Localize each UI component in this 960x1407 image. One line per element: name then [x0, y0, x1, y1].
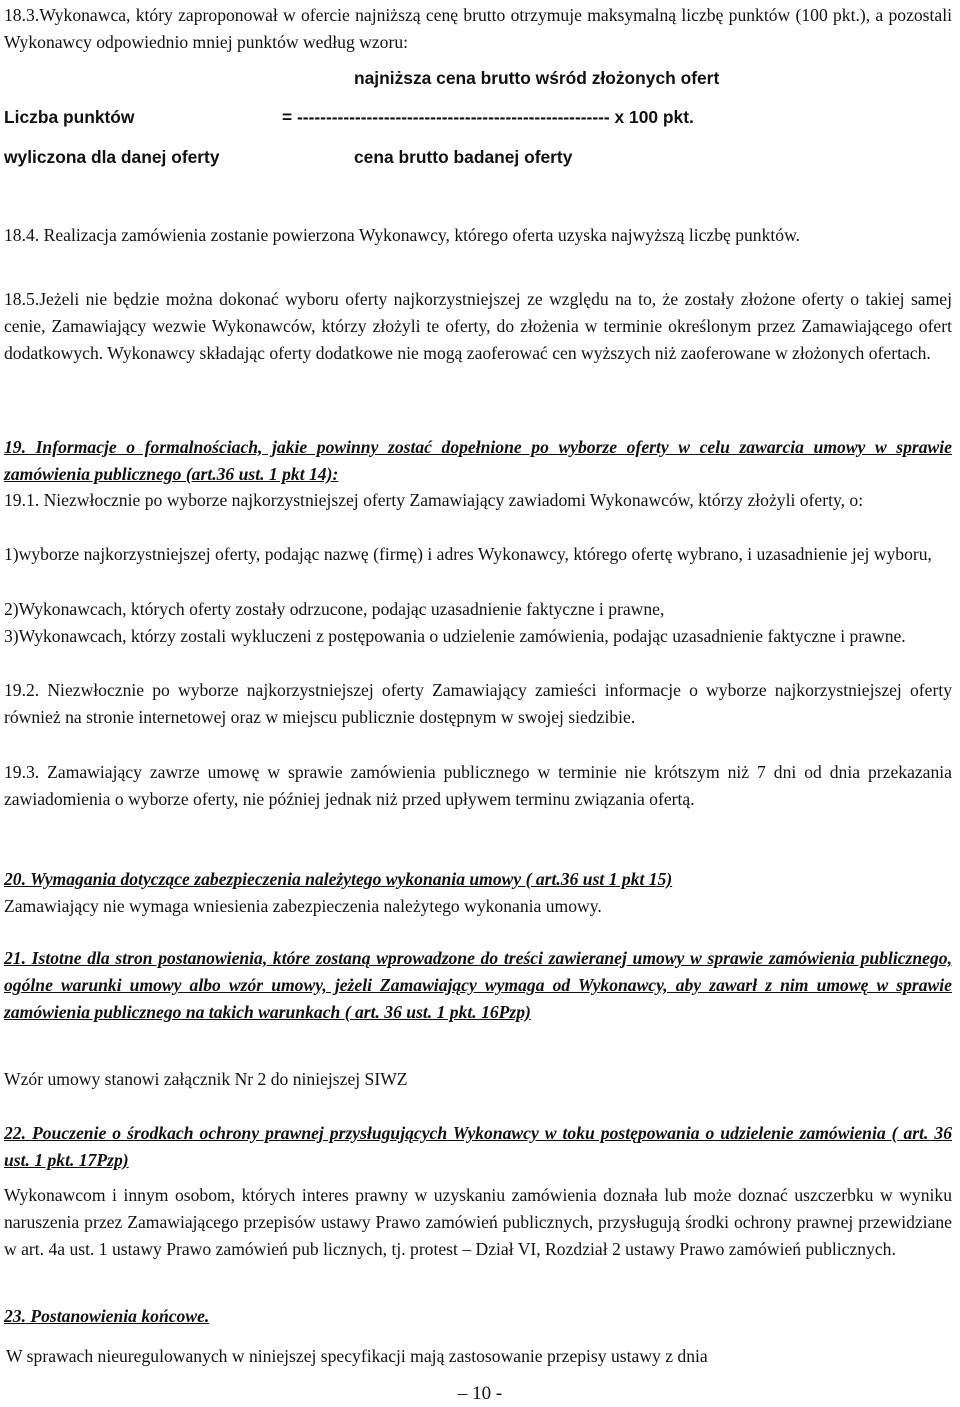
- formula-label-calculated: wyliczona dla danej oferty: [4, 147, 220, 167]
- paragraph-21: Wzór umowy stanowi załącznik Nr 2 do niniejszej SIWZ: [4, 1069, 408, 1089]
- page-number: – 10 -: [457, 1383, 503, 1404]
- paragraph-22: Wykonawcom i innym osobom, których interes prawny w uzyskaniu zamówienia doznała lub może doznać uszczerbku w wyniku naruszenia przez Zamawiającego przepisów ustawy Prawo zamówień publicznych, przysługują środki ochrony prawnej przewidziane w art. 4a ust. 1 ustawy Prawo zamówień pub licznych, tj. protest – Dział VI, Rozdział 2 ustawy Prawo zamówień publicznych.: [4, 1185, 952, 1259]
- heading-section-22: 22. Pouczenie o środkach ochrony prawnej przysługujących Wykonawcy w toku postępowania o udzielenie zamówienia ( art. 36 ust. 1 pkt. 17Pzp): [4, 1123, 952, 1170]
- heading-section-23: 23. Postanowienia końcowe.: [4, 1306, 210, 1326]
- list-item-19-1-1: 1)wyborze najkorzystniejszej oferty, podając nazwę (firmę) i adres Wykonawcy, którego ofertę wybrano, i uzasadnienie jej wyboru,: [4, 544, 932, 564]
- formula-denominator: cena brutto badanej oferty: [354, 147, 573, 167]
- paragraph-18-3: 18.3.Wykonawca, który zaproponował w ofercie najniższą cenę brutto otrzymuje maksymalną liczbę punktów (100 pkt.), a pozostali Wykonawcy odpowiednio mniej punktów według wzoru:: [4, 5, 952, 52]
- paragraph-19-1: 19.1. Niezwłocznie po wyborze najkorzystniejszej oferty Zamawiający zawiadomi Wykonawców, którzy złożyli oferty, o:: [4, 490, 864, 510]
- formula-numerator: najniższa cena brutto wśród złożonych ofert: [354, 68, 720, 88]
- heading-section-21: 21. Istotne dla stron postanowienia, które zostaną wprowadzone do treści zawieranej umowy w sprawie zamówienia publicznego, ogólne warunki umowy albo wzór umowy, jeżeli Zamawiający wymaga od Wykonawcy, aby zawarł z nim umowę w sprawie zamówienia publicznego na takich warunkach ( art. 36 ust. 1 pkt. 16Pzp): [4, 948, 952, 1022]
- paragraph-19-2: 19.2. Niezwłocznie po wyborze najkorzystniejszej oferty Zamawiający zamieści informacje o wyborze najkorzystniejszej oferty również na stronie internetowej oraz w miejscu publicznie dostępnym w swojej siedzibie.: [4, 680, 952, 727]
- list-item-19-1-3: 3)Wykonawcach, którzy zostali wykluczeni z postępowania o udzielenie zamówienia, podając uzasadnienie faktyczne i prawne.: [4, 626, 906, 646]
- paragraph-18-4: 18.4. Realizacja zamówienia zostanie powierzona Wykonawcy, którego oferta uzyska najwyższą liczbę punktów.: [4, 225, 801, 245]
- formula-fraction-line: = ------------------------------------------------------ x 100 pkt.: [282, 107, 694, 127]
- paragraph-18-5: 18.5.Jeżeli nie będzie można dokonać wyboru oferty najkorzystniejszej ze względu na to, że zostały złożone oferty o takiej samej cenie, Zamawiający wezwie Wykonawców, którzy złożyli te oferty, do złożenia w terminie określonym przez Zamawiającego ofert dodatkowych. Wykonawcy składając oferty dodatkowe nie mogą zaoferować cen wyższych niż zaoferowane w złożonych ofertach.: [4, 289, 952, 363]
- paragraph-23: W sprawach nieuregulowanych w niniejszej specyfikacji mają zastosowanie przepisy ustawy z dnia: [6, 1346, 708, 1366]
- formula-label-points: Liczba punktów: [4, 107, 135, 127]
- paragraph-19-3: 19.3. Zamawiający zawrze umowę w sprawie zamówienia publicznego w terminie nie krótszym niż 7 dni od dnia przekazania zawiadomienia o wyborze oferty, nie później jednak niż przed upływem terminu związania ofertą.: [4, 762, 952, 809]
- list-item-19-1-2: 2)Wykonawcach, których oferty zostały odrzucone, podając uzasadnienie faktyczne i prawne,: [4, 599, 665, 619]
- heading-section-19: 19. Informacje o formalnościach, jakie powinny zostać dopełnione po wyborze oferty w celu zawarcia umowy w sprawie zamówienia publicznego (art.36 ust. 1 pkt 14):: [4, 437, 952, 484]
- paragraph-20: Zamawiający nie wymaga wniesienia zabezpieczenia należytego wykonania umowy.: [4, 896, 602, 916]
- heading-section-20: 20. Wymagania dotyczące zabezpieczenia należytego wykonania umowy ( art.36 ust 1 pkt 15): [4, 869, 673, 889]
